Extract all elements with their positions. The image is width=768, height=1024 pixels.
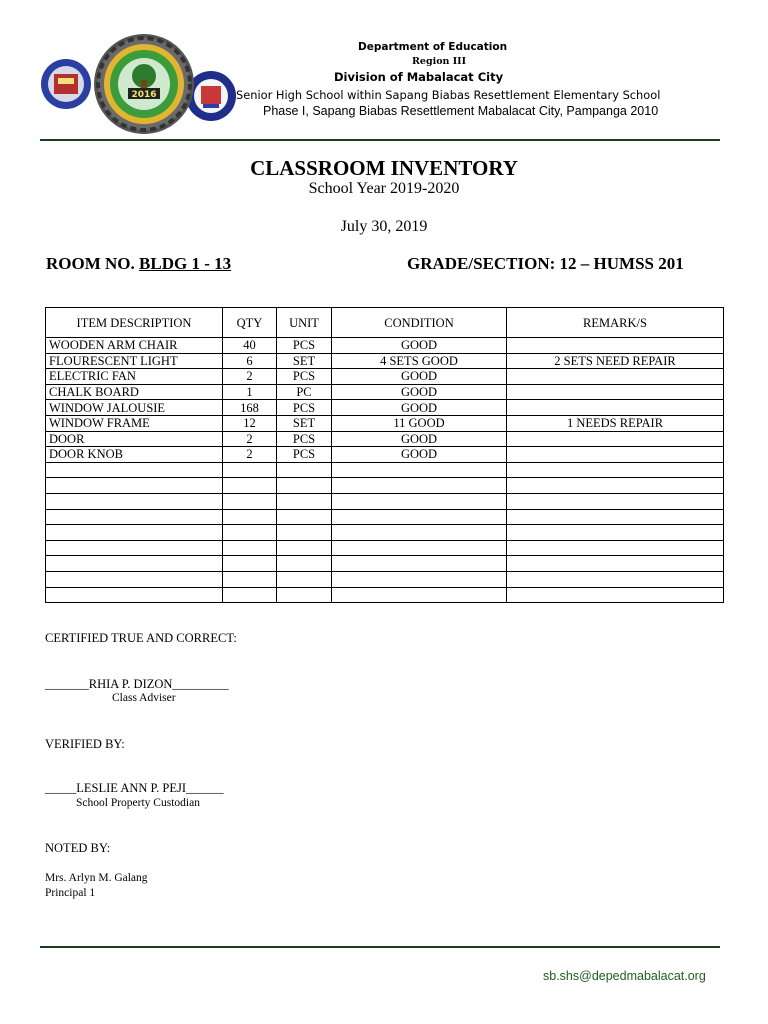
table-row xyxy=(46,447,724,463)
shs-gear-logo xyxy=(94,34,194,134)
cell-condition xyxy=(332,587,507,603)
cell-condition: 11 GOOD xyxy=(332,415,507,431)
cell-item: CHALK BOARD xyxy=(46,384,223,400)
cell-qty: 1 xyxy=(223,384,277,400)
cell-condition xyxy=(332,478,507,494)
table-row xyxy=(46,384,724,400)
cell-condition: GOOD xyxy=(332,431,507,447)
principal-role: Principal 1 xyxy=(45,887,96,899)
cell-qty xyxy=(223,525,277,541)
cell-unit xyxy=(277,587,332,603)
table-row xyxy=(46,431,724,447)
cell-item xyxy=(46,540,223,556)
cell-unit xyxy=(277,525,332,541)
cell-remarks xyxy=(507,540,724,556)
cell-remarks xyxy=(507,400,724,416)
col-header-condition: CONDITION xyxy=(332,308,507,338)
cell-condition: 4 SETS GOOD xyxy=(332,353,507,369)
cell-unit: SET xyxy=(277,353,332,369)
cell-item xyxy=(46,525,223,541)
cell-unit: SET xyxy=(277,415,332,431)
cell-condition: GOOD xyxy=(332,447,507,463)
cell-condition xyxy=(332,571,507,587)
footer-email[interactable]: sb.shs@depedmabalacat.org xyxy=(543,969,706,983)
cell-item: WOODEN ARM CHAIR xyxy=(46,338,223,354)
cell-remarks xyxy=(507,431,724,447)
header-address: Phase I, Sapang Biabas Resettlement Mabalacat City, Pampanga 2010 xyxy=(263,104,659,118)
cell-item xyxy=(46,587,223,603)
cell-condition xyxy=(332,493,507,509)
cell-remarks xyxy=(507,493,724,509)
header-department: Department of Education xyxy=(358,41,508,53)
cell-unit xyxy=(277,556,332,572)
principal-name: Mrs. Arlyn M. Galang xyxy=(45,872,148,884)
cell-item xyxy=(46,571,223,587)
cell-item xyxy=(46,556,223,572)
cell-remarks xyxy=(507,556,724,572)
table-row xyxy=(46,509,724,525)
cell-item: ELECTRIC FAN xyxy=(46,369,223,385)
cell-condition: GOOD xyxy=(332,384,507,400)
table-row xyxy=(46,415,724,431)
footer-divider xyxy=(40,946,720,948)
cell-remarks xyxy=(507,478,724,494)
cell-unit: PCS xyxy=(277,447,332,463)
cell-remarks xyxy=(507,509,724,525)
cell-qty xyxy=(223,493,277,509)
custodian-signature-line: _____LESLIE ANN P. PEJI______ xyxy=(45,781,224,795)
col-header-remarks: REMARK/S xyxy=(507,308,724,338)
cell-remarks xyxy=(507,338,724,354)
cell-remarks: 2 SETS NEED REPAIR xyxy=(507,353,724,369)
table-row xyxy=(46,400,724,416)
cell-remarks: 1 NEEDS REPAIR xyxy=(507,415,724,431)
header-region: Region III xyxy=(412,56,467,67)
col-header-unit: UNIT xyxy=(277,308,332,338)
cell-remarks xyxy=(507,462,724,478)
verified-label: VERIFIED BY: xyxy=(45,737,125,751)
cell-qty xyxy=(223,587,277,603)
city-seal-logo xyxy=(41,59,91,109)
table-row xyxy=(46,462,724,478)
grade-section: GRADE/SECTION: 12 – HUMSS 201 xyxy=(407,254,684,273)
custodian-role: School Property Custodian xyxy=(76,797,200,809)
cell-qty: 40 xyxy=(223,338,277,354)
cell-remarks xyxy=(507,587,724,603)
cell-item xyxy=(46,478,223,494)
cell-unit: PCS xyxy=(277,431,332,447)
table-row xyxy=(46,369,724,385)
cell-remarks xyxy=(507,369,724,385)
school-logos xyxy=(40,32,238,136)
cell-item: WINDOW FRAME xyxy=(46,415,223,431)
cell-condition: GOOD xyxy=(332,400,507,416)
cell-item: DOOR KNOB xyxy=(46,447,223,463)
cell-unit: PCS xyxy=(277,400,332,416)
cell-unit xyxy=(277,462,332,478)
cell-qty xyxy=(223,571,277,587)
cell-condition: GOOD xyxy=(332,338,507,354)
room-label: ROOM NO. xyxy=(46,254,140,273)
room-number xyxy=(46,254,231,274)
certified-label: CERTIFIED TRUE AND CORRECT: xyxy=(45,631,237,645)
cell-remarks xyxy=(507,525,724,541)
cell-unit: PCS xyxy=(277,338,332,354)
cell-item xyxy=(46,462,223,478)
cell-unit xyxy=(277,509,332,525)
cell-condition xyxy=(332,462,507,478)
table-row xyxy=(46,525,724,541)
document-date: July 30, 2019 xyxy=(340,218,428,235)
cell-unit xyxy=(277,540,332,556)
adviser-role: Class Adviser xyxy=(112,692,176,704)
table-header-row xyxy=(46,308,724,338)
cell-remarks xyxy=(507,447,724,463)
cell-item: DOOR xyxy=(46,431,223,447)
cell-unit: PCS xyxy=(277,369,332,385)
cell-item: FLOURESCENT LIGHT xyxy=(46,353,223,369)
document-title: CLASSROOM INVENTORY xyxy=(250,156,518,180)
cell-unit xyxy=(277,571,332,587)
logo-year-text: 2016 xyxy=(131,90,157,100)
cell-remarks xyxy=(507,571,724,587)
col-header-item: ITEM DESCRIPTION xyxy=(46,308,223,338)
noted-label: NOTED BY: xyxy=(45,841,111,855)
table-row xyxy=(46,571,724,587)
cell-qty xyxy=(223,462,277,478)
cell-unit xyxy=(277,478,332,494)
header-divider xyxy=(40,139,720,141)
table-row xyxy=(46,556,724,572)
cell-condition xyxy=(332,509,507,525)
school-year: School Year 2019-2020 xyxy=(308,180,460,197)
cell-condition xyxy=(332,540,507,556)
cell-condition xyxy=(332,556,507,572)
adviser-signature-line: _______RHIA P. DIZON_________ xyxy=(45,677,229,691)
cell-qty: 2 xyxy=(223,369,277,385)
cell-qty xyxy=(223,509,277,525)
room-value: BLDG 1 - 13 xyxy=(139,254,232,273)
cell-qty: 2 xyxy=(223,431,277,447)
cell-qty xyxy=(223,478,277,494)
header-school-name: Senior High School within Sapang Biabas Resettlement Elementary School xyxy=(236,88,661,102)
cell-qty xyxy=(223,540,277,556)
cell-qty: 168 xyxy=(223,400,277,416)
table-row xyxy=(46,338,724,354)
inventory-table xyxy=(45,307,724,603)
cell-unit: PC xyxy=(277,384,332,400)
cell-remarks xyxy=(507,384,724,400)
cell-condition xyxy=(332,525,507,541)
table-row xyxy=(46,353,724,369)
table-row xyxy=(46,493,724,509)
header-division: Division of Mabalacat City xyxy=(334,70,504,84)
table-row xyxy=(46,587,724,603)
col-header-qty: QTY xyxy=(223,308,277,338)
cell-qty xyxy=(223,556,277,572)
cell-qty: 2 xyxy=(223,447,277,463)
table-row xyxy=(46,540,724,556)
cell-unit xyxy=(277,493,332,509)
table-row xyxy=(46,478,724,494)
cell-item xyxy=(46,509,223,525)
cell-condition: GOOD xyxy=(332,369,507,385)
cell-qty: 12 xyxy=(223,415,277,431)
cell-item: WINDOW JALOUSIE xyxy=(46,400,223,416)
cell-item xyxy=(46,493,223,509)
cell-qty: 6 xyxy=(223,353,277,369)
